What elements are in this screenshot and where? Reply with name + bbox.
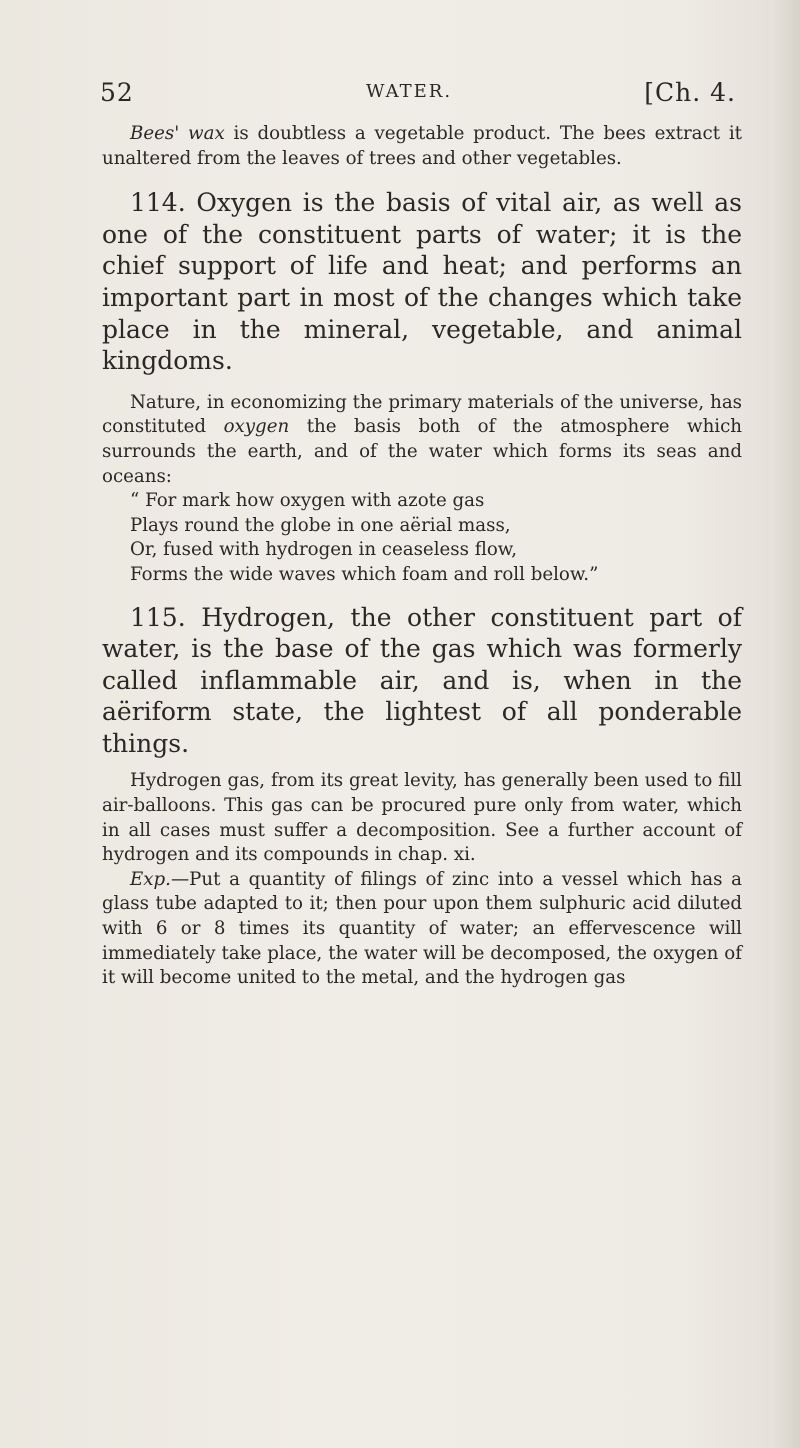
running-title: WATER.	[366, 81, 453, 102]
nature-text-before: Nature, in economizing the primary materials of the universe, has constituted	[102, 391, 742, 438]
verse-line: Forms the wide waves which foam and roll below.”	[130, 563, 599, 585]
nature-text-after: the basis both of the atmosphere which surrounds the earth, and of the water which forms its seas and oceans:	[102, 416, 742, 487]
running-head	[102, 74, 742, 118]
paragraph-nature	[102, 391, 742, 489]
page-edge-shadow	[774, 0, 800, 1448]
page-number: 52	[100, 78, 134, 107]
paragraph-experiment	[102, 868, 742, 991]
chapter-reference: [Ch. 4.	[644, 78, 736, 107]
experiment-text: —Put a quantity of filings of zinc into a vessel which has a glass tube adapted to it; then pour upon them sulphuric acid diluted with 6 or 8 times its quantity of water; an effervescence will immediately take place, the water will be decomposed, the oxygen of it will become united to the metal, and the hydrogen gas	[102, 868, 742, 989]
verse-line: Plays round the globe in one aërial mass,	[130, 514, 511, 536]
verse-line: “ For mark how oxygen with azote gas	[130, 490, 485, 512]
verse-quotation	[102, 489, 742, 587]
section-115: 115. Hydrogen, the other constituent part of water, is the base of the gas which was formerly called inflammable air, and is, when in the aëriform state, the lightest of all ponderable things.	[102, 602, 742, 758]
paragraph-hydrogen-gas: Hydrogen gas, from its great levity, has generally been used to fill air-balloons. This gas can be procured pure only from water, which in all cases must suffer a decomposition. See a further account of hydrogen and its compounds in chap. xi.	[102, 770, 742, 866]
oxygen-term: oxygen	[223, 416, 290, 438]
bees-wax-text: is doubtless a vegetable product. The bees extract it unaltered from the leaves of trees and other vegetables.	[102, 123, 742, 169]
paragraph-bees-wax	[102, 122, 742, 171]
experiment-label: Exp.	[130, 868, 171, 890]
bees-wax-term: Bees' wax	[130, 123, 225, 144]
verse-line: Or, fused with hydrogen in ceaseless flow,	[130, 539, 517, 561]
section-114: 114. Oxygen is the basis of vital air, as well as one of the constituent parts of water; it is the chief support of life and heat; and performs an important part in most of the changes which take place in the mineral, vegetable, and animal kingdoms.	[102, 188, 742, 376]
page-content	[102, 74, 742, 991]
